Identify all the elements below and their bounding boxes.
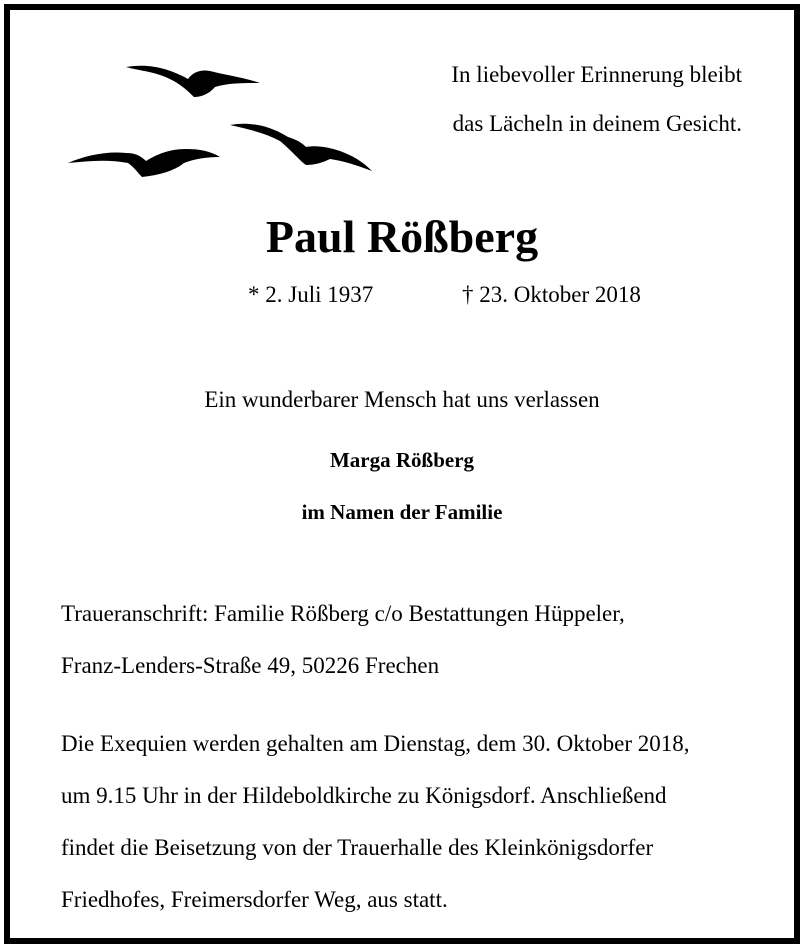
service-line-3: findet die Beisetzung von der Trauerhalle des Kleinkönigsdorfer <box>61 835 654 860</box>
motto <box>451 50 742 148</box>
address-line-1: Traueranschrift: Familie Rößberg c/o Bestattungen Hüppeler, <box>61 601 625 626</box>
service-details <box>61 718 751 926</box>
deceased-name: Paul Rößberg <box>265 211 539 262</box>
signer-family: im Namen der Familie <box>301 500 503 524</box>
signer-name: Marga Rößberg <box>329 448 475 472</box>
mourning-address <box>61 588 751 692</box>
intro-text: Ein wunderbarer Mensch hat uns verlassen <box>204 387 600 412</box>
obituary-frame <box>4 4 800 944</box>
birds-icon <box>60 55 380 185</box>
motto-line-2: das Lächeln in deinem Gesicht. <box>452 111 742 136</box>
address-line-2: Franz-Lenders-Straße 49, 50226 Frechen <box>61 653 440 678</box>
death-date: † 23. Oktober 2018 <box>462 282 641 307</box>
birth-date: * 2. Juli 1937 <box>248 282 374 307</box>
motto-line-1: In liebevoller Erinnerung bleibt <box>451 62 742 87</box>
service-line-4: Friedhofes, Freimersdorfer Weg, aus statt. <box>61 887 448 912</box>
service-line-2: um 9.15 Uhr in der Hildeboldkirche zu Königsdorf. Anschließend <box>61 783 667 808</box>
service-line-1: Die Exequien werden gehalten am Dienstag, dem 30. Oktober 2018, <box>61 731 690 756</box>
